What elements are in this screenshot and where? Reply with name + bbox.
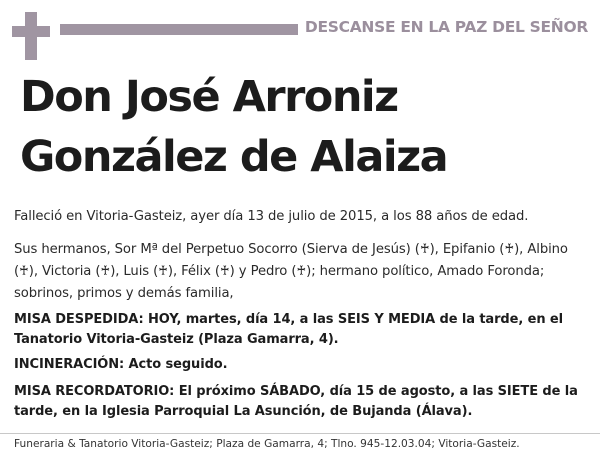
misa-despedida: MISA DESPEDIDA: HOY, martes, día 14, a las SEIS Y MEDIA de la tarde, en el Tanatorio Vitoria-Gasteiz (Plaza Gamarra, 4). <box>14 312 563 347</box>
deceased-name-line1: Don José Arroniz <box>20 72 398 122</box>
deceased-name-line2: González de Alaiza <box>20 132 448 182</box>
incineracion: INCINERACIÓN: Acto seguido. <box>14 357 228 372</box>
footer <box>0 433 600 454</box>
cross-horizontal-bar <box>12 26 50 37</box>
header-rule <box>60 24 298 35</box>
death-notice: Falleció en Vitoria-Gasteiz, ayer día 13 de julio de 2015, a los 88 años de edad. <box>14 209 529 224</box>
footer-text: Funeraria & Tanatorio Vitoria-Gasteiz; Plaza de Gamarra, 4; Tlno. 945-12.03.04; Vitoria-Gasteiz. <box>14 438 520 450</box>
header-title: DESCANSE EN LA PAZ DEL SEÑOR <box>304 18 588 36</box>
cross-icon <box>12 12 50 60</box>
family-list: Sus hermanos, Sor Mª del Perpetuo Socorro (Sierva de Jesús) (♰), Epifanio (♰), Albino (♰), Victoria (♰), Luis (♰), Félix (♰) y Pedro (♰); hermano político, Amado Foronda; sobrinos, primos y demás familia, <box>14 242 568 301</box>
misa-recordatorio: MISA RECORDATORIO: El próximo SÁBADO, día 15 de agosto, a las SIETE de la tarde, en la Iglesia Parroquial La Asunción, de Bujanda (Álava). <box>14 384 578 419</box>
